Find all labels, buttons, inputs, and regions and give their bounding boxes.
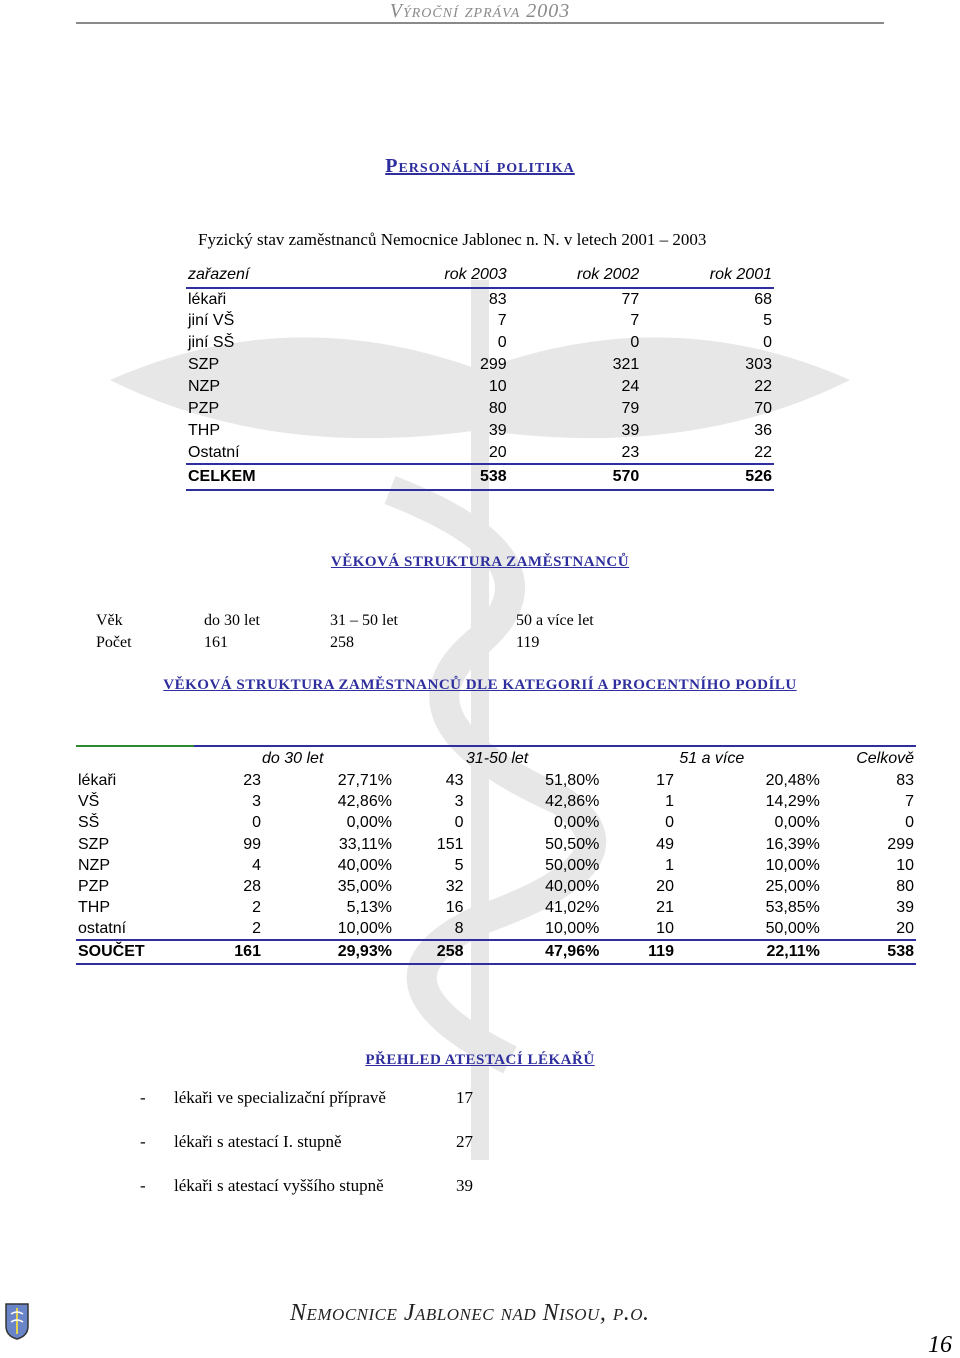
cell-value: 2 bbox=[252, 899, 261, 917]
list-dash: - bbox=[140, 1088, 146, 1107]
cell-value: 70 bbox=[754, 400, 772, 417]
cell-percent: 20,48% bbox=[765, 771, 820, 789]
cell-value: 3 bbox=[252, 792, 261, 810]
cell-value: 17 bbox=[656, 771, 674, 789]
cell-percent: 0,00% bbox=[346, 814, 392, 832]
cell-value: 258 bbox=[436, 943, 464, 961]
cell-percent: 0,00% bbox=[774, 814, 820, 832]
row-label: PZP bbox=[188, 400, 220, 417]
cell-value: 23 bbox=[243, 771, 261, 789]
column-header: rok 2002 bbox=[577, 265, 640, 283]
table-row bbox=[186, 354, 774, 376]
list-item bbox=[140, 1088, 540, 1132]
row-label: NZP bbox=[78, 856, 110, 874]
cell-value: 80 bbox=[488, 400, 507, 417]
cell-value: 79 bbox=[621, 400, 640, 417]
section-title-attestations: PŘEHLED ATESTACÍ LÉKAŘŮ bbox=[365, 1052, 595, 1068]
cell-value: 10 bbox=[896, 856, 914, 874]
cell-value: 538 bbox=[887, 943, 914, 961]
table-row bbox=[76, 834, 916, 855]
count-value: 161 bbox=[204, 634, 228, 651]
table-row bbox=[76, 855, 916, 876]
cell-value: 43 bbox=[445, 771, 464, 789]
cell-percent: 22,11% bbox=[766, 943, 820, 961]
cell-percent: 10,00% bbox=[337, 920, 392, 938]
table-row bbox=[186, 376, 774, 398]
section-title-personal-policy: Personální politika bbox=[385, 155, 575, 177]
cell-percent: 51,80% bbox=[545, 771, 600, 789]
footer-text: Nemocnice Jablonec nad Nisou, p.o. bbox=[290, 1300, 650, 1326]
cell-value: 8 bbox=[454, 920, 464, 938]
cell-value: 119 bbox=[648, 943, 674, 961]
age-by-category-table bbox=[76, 745, 916, 965]
hospital-logo-icon bbox=[4, 1302, 30, 1340]
cell-value: 0 bbox=[665, 814, 674, 832]
row-label: Ostatní bbox=[188, 443, 240, 461]
count-label: Počet bbox=[96, 634, 132, 651]
cell-value: 1 bbox=[665, 856, 674, 874]
list-item-value: 17 bbox=[456, 1088, 473, 1107]
row-label: VŠ bbox=[78, 792, 100, 810]
age-label: Věk bbox=[96, 612, 123, 629]
cell-value: 570 bbox=[612, 468, 640, 485]
list-item bbox=[140, 1132, 540, 1176]
cell-percent: 40,00% bbox=[545, 878, 600, 896]
cell-value: 5 bbox=[763, 312, 772, 329]
row-label: NZP bbox=[188, 378, 220, 395]
list-dash: - bbox=[140, 1132, 146, 1151]
row-label: THP bbox=[78, 899, 110, 917]
cell-percent: 5,13% bbox=[346, 899, 392, 917]
section-title-age-by-category: VĚKOVÁ STRUKTURA ZAMĚSTNANCŮ DLE KATEGORIÍ A PROCENTNÍHO PODÍLU bbox=[163, 677, 797, 693]
cell-value: 39 bbox=[488, 422, 507, 439]
cell-percent: 47,96% bbox=[545, 943, 600, 961]
cell-percent: 42,86% bbox=[337, 792, 392, 810]
row-label: SOUČET bbox=[78, 943, 145, 961]
cell-percent: 10,00% bbox=[545, 920, 600, 938]
cell-value: 0 bbox=[763, 334, 772, 351]
cell-value: 4 bbox=[252, 856, 261, 874]
cell-value: 20 bbox=[488, 443, 507, 461]
table-row bbox=[76, 770, 916, 791]
cell-percent: 25,00% bbox=[765, 878, 820, 896]
age-label: do 30 let bbox=[204, 612, 260, 629]
table-row bbox=[76, 898, 916, 919]
column-header: Celkově bbox=[856, 749, 914, 767]
cell-value: 39 bbox=[896, 899, 914, 917]
row-label: ostatní bbox=[78, 920, 127, 938]
cell-percent: 50,00% bbox=[545, 856, 600, 874]
cell-value: 0 bbox=[497, 334, 507, 351]
cell-value: 68 bbox=[754, 290, 772, 308]
cell-value: 299 bbox=[479, 356, 507, 373]
list-item-label: lékaři s atestací vyššího stupně bbox=[174, 1176, 384, 1195]
table-total-row bbox=[186, 464, 774, 490]
list-item-label: lékaři s atestací I. stupně bbox=[174, 1132, 342, 1151]
cell-value: 10 bbox=[656, 920, 674, 938]
cell-value: 7 bbox=[497, 312, 507, 329]
cell-percent: 42,86% bbox=[545, 792, 600, 810]
cell-value: 16 bbox=[445, 899, 464, 917]
header-title: Výroční zpráva 2003 bbox=[389, 0, 571, 22]
table-row bbox=[76, 919, 916, 940]
cell-value: 23 bbox=[621, 443, 640, 461]
cell-value: 2 bbox=[252, 920, 261, 938]
age-label: 50 a více let bbox=[516, 612, 594, 629]
cell-percent: 35,00% bbox=[337, 878, 392, 896]
table-total-row bbox=[76, 940, 916, 964]
cell-value: 1 bbox=[665, 792, 674, 810]
cell-percent: 10,00% bbox=[765, 856, 820, 874]
list-item-value: 27 bbox=[456, 1132, 473, 1151]
cell-value: 7 bbox=[630, 312, 640, 329]
cell-value: 321 bbox=[612, 356, 640, 373]
count-value: 119 bbox=[516, 634, 540, 651]
cell-percent: 50,50% bbox=[545, 835, 600, 853]
table-row bbox=[186, 288, 774, 310]
cell-value: 3 bbox=[454, 792, 464, 810]
row-label: SŠ bbox=[78, 814, 100, 832]
cell-value: 77 bbox=[621, 290, 640, 308]
column-header: do 30 let bbox=[262, 749, 324, 767]
cell-value: 0 bbox=[252, 814, 261, 832]
table-header-row bbox=[186, 262, 774, 288]
table-row bbox=[186, 332, 774, 354]
age-label: 31 – 50 let bbox=[330, 612, 398, 629]
table-header-row bbox=[76, 746, 916, 770]
cell-value: 32 bbox=[445, 878, 464, 896]
cell-value: 5 bbox=[454, 856, 464, 874]
column-header bbox=[76, 746, 194, 770]
row-label: lékaři bbox=[78, 771, 117, 789]
table-row bbox=[186, 398, 774, 420]
cell-value: 22 bbox=[754, 378, 772, 395]
cell-value: 151 bbox=[436, 835, 464, 853]
cell-percent: 16,39% bbox=[765, 835, 820, 853]
cell-value: 39 bbox=[621, 422, 640, 439]
header-rule bbox=[76, 22, 884, 24]
cell-percent: 41,02% bbox=[545, 899, 600, 917]
table-row bbox=[186, 420, 774, 442]
column-header: 51 a více bbox=[679, 749, 745, 767]
count-value: 258 bbox=[330, 634, 354, 651]
cell-percent: 53,85% bbox=[765, 899, 820, 917]
cell-value: 161 bbox=[234, 943, 261, 961]
table-row bbox=[186, 310, 774, 332]
column-header: rok 2001 bbox=[709, 265, 772, 283]
cell-value: 303 bbox=[745, 356, 772, 373]
cell-percent: 0,00% bbox=[553, 814, 600, 832]
table-row bbox=[186, 442, 774, 464]
cell-value: 83 bbox=[488, 290, 507, 308]
cell-value: 20 bbox=[896, 920, 914, 938]
cell-percent: 27,71% bbox=[337, 771, 392, 789]
cell-percent: 40,00% bbox=[337, 856, 392, 874]
table-row bbox=[76, 876, 916, 897]
cell-percent: 29,93% bbox=[337, 943, 392, 961]
row-label: jiní SŠ bbox=[188, 334, 235, 351]
row-label: CELKEM bbox=[188, 468, 256, 485]
table-caption: Fyzický stav zaměstnanců Nemocnice Jablonec n. N. v letech 2001 – 2003 bbox=[198, 230, 707, 249]
cell-value: 0 bbox=[905, 814, 914, 832]
attestation-list bbox=[140, 1088, 540, 1220]
row-label: SZP bbox=[78, 835, 110, 853]
cell-value: 538 bbox=[479, 468, 507, 485]
cell-percent: 14,29% bbox=[765, 792, 820, 810]
page-number: 16 bbox=[928, 1332, 952, 1358]
section-title-age-structure: VĚKOVÁ STRUKTURA ZAMĚSTNANCŮ bbox=[330, 554, 630, 570]
cell-value: 0 bbox=[454, 814, 464, 832]
cell-value: 526 bbox=[745, 468, 772, 485]
cell-percent: 50,00% bbox=[765, 920, 820, 938]
cell-value: 7 bbox=[905, 792, 914, 810]
cell-value: 299 bbox=[887, 835, 914, 853]
list-item-label: lékaři ve specializační přípravě bbox=[174, 1088, 386, 1107]
column-header: rok 2003 bbox=[444, 265, 507, 283]
row-label: PZP bbox=[78, 878, 110, 896]
cell-value: 0 bbox=[630, 334, 640, 351]
cell-value: 28 bbox=[243, 878, 261, 896]
row-label: SZP bbox=[188, 356, 220, 373]
column-header: 31-50 let bbox=[465, 749, 529, 767]
cell-value: 80 bbox=[896, 878, 914, 896]
table-row bbox=[76, 791, 916, 812]
column-header: zařazení bbox=[188, 265, 250, 283]
cell-value: 21 bbox=[656, 899, 674, 917]
cell-value: 83 bbox=[896, 771, 914, 789]
row-label: THP bbox=[188, 422, 220, 439]
cell-percent: 33,11% bbox=[338, 835, 392, 853]
row-label: lékaři bbox=[188, 290, 227, 308]
cell-value: 20 bbox=[656, 878, 674, 896]
staff-by-year-table bbox=[186, 262, 774, 491]
cell-value: 22 bbox=[754, 443, 772, 461]
row-label: jiní VŠ bbox=[188, 312, 235, 329]
cell-value: 49 bbox=[656, 835, 674, 853]
list-item-value: 39 bbox=[456, 1176, 473, 1195]
list-item bbox=[140, 1176, 540, 1220]
cell-value: 24 bbox=[621, 378, 640, 395]
cell-value: 10 bbox=[488, 378, 507, 395]
cell-value: 99 bbox=[243, 835, 261, 853]
cell-value: 36 bbox=[754, 422, 772, 439]
list-dash: - bbox=[140, 1176, 146, 1195]
table-row bbox=[76, 813, 916, 834]
